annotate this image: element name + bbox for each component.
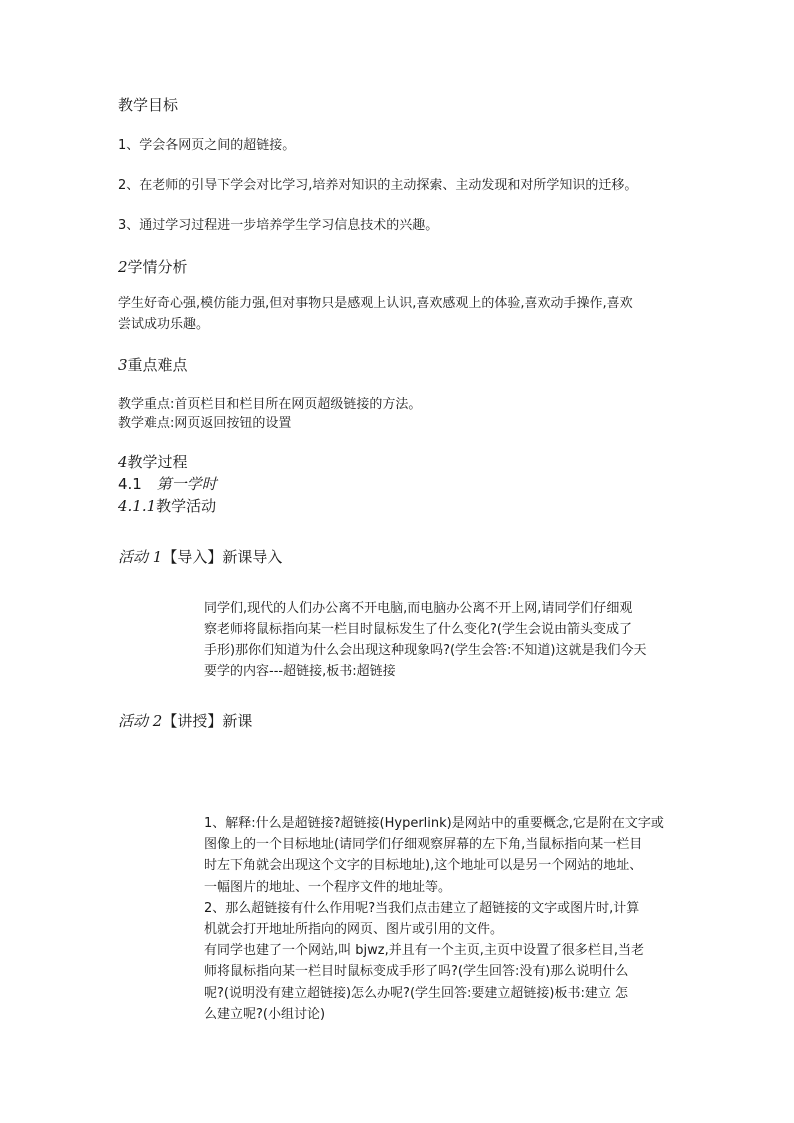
activity2-line-7: 有同学也建了一个网站,叫 bjwz,并且有一个主页,主页中设置了很多栏目,当老 — [204, 943, 644, 959]
keypoints-heading — [118, 354, 188, 376]
process-heading-number: 4 — [118, 453, 128, 471]
analysis-line-1: 学生好奇心强,模仿能力强,但对事物只是感观上认识,喜欢感观上的体验,喜欢动手操作,喜欢 — [118, 296, 633, 311]
activity2-label: 活动 2 — [118, 712, 163, 730]
analysis-line-2: 尝试成功乐趣。 — [118, 317, 210, 332]
activity1-line-2: 察老师将鼠标指向某一栏目时鼠标发生了什么变化?(学生会说由箭头变成了 — [204, 622, 632, 637]
activity1-title: 【导入】新课导入 — [162, 548, 283, 566]
keypoint-difficulty: 教学难点:网页返回按钮的设置 — [118, 416, 292, 431]
activity1-paragraph — [204, 598, 647, 682]
lesson-heading — [118, 473, 217, 495]
activity2-line-9: 呢?(说明没有建立超链接)怎么办呢?(学生回答:要建立超链接)板书:建立 怎 — [204, 985, 628, 1001]
activity2-paragraph — [204, 813, 664, 1025]
goal-item-3: 3、通过学习过程进一步培养学生学习信息技术的兴趣。 — [118, 218, 439, 233]
analysis-heading-number: 2 — [118, 258, 128, 276]
activity2-line-4: 一幅图片的地址、一个程序文件的地址等。 — [204, 879, 452, 895]
keypoint-focus: 教学重点:首页栏目和栏目所在网页超级链接的方法。 — [118, 397, 422, 412]
activity1-heading — [118, 546, 282, 568]
process-heading — [118, 451, 188, 473]
activity2-line-2: 图像上的一个目标地址(请同学们仔细观察屏幕的左下角,当鼠标指向某一栏目 — [204, 837, 643, 853]
activity1-line-3: 手形)那你们知道为什么会出现这种现象吗?(学生会答:不知道)这就是我们今天 — [204, 643, 647, 658]
activity2-heading — [118, 710, 252, 732]
activity2-line-1: 1、解释:什么是超链接?超链接(Hyperlink)是网站中的重要概念,它是附在文字或 — [204, 816, 664, 831]
goal-item-1: 1、学会各网页之间的超链接。 — [118, 138, 296, 153]
analysis-heading — [118, 256, 188, 278]
keypoints-heading-text: 重点难点 — [127, 356, 188, 374]
activity2-line-8: 师将鼠标指向某一栏目时鼠标变成手形了吗?(学生回答:没有)那么说明什么 — [204, 964, 629, 980]
activity-section-heading — [118, 495, 216, 517]
activity2-line-5: 2、那么超链接有什么作用呢?当我们点击建立了超链接的文字或图片时,计算 — [204, 900, 640, 916]
activity2-title: 【讲授】新课 — [162, 712, 253, 730]
activity1-line-4: 要学的内容---超链接,板书:超链接 — [204, 664, 396, 679]
activity2-line-3: 时左下角就会出现这个文字的目标地址),这个地址可以是另一个网站的地址、 — [204, 858, 643, 874]
activity2-line-10: 么建立呢?(小组讨论) — [204, 1006, 326, 1022]
activity1-label: 活动 1 — [118, 548, 163, 566]
activity2-line-6: 机就会打开地址所指向的网页、图片或引用的文件。 — [204, 922, 504, 938]
keypoints-heading-number: 3 — [118, 356, 128, 374]
process-heading-text: 教学过程 — [127, 453, 188, 471]
activity1-line-1: 同学们,现代的人们办公离不开电脑,而电脑办公离不开上网,请同学们仔细观 — [204, 601, 633, 616]
activity-section-title: 教学活动 — [156, 497, 217, 515]
goals-heading: 教学目标 — [118, 96, 179, 114]
analysis-heading-text: 学情分析 — [127, 258, 188, 276]
lesson-number: 4.1 — [118, 475, 142, 493]
goal-item-2: 2、在老师的引导下学会对比学习,培养对知识的主动探索、主动发现和对所学知识的迁移。 — [118, 178, 638, 193]
lesson-title: 第一学时 — [156, 475, 217, 493]
activity-section-number: 4.1.1 — [118, 497, 157, 515]
